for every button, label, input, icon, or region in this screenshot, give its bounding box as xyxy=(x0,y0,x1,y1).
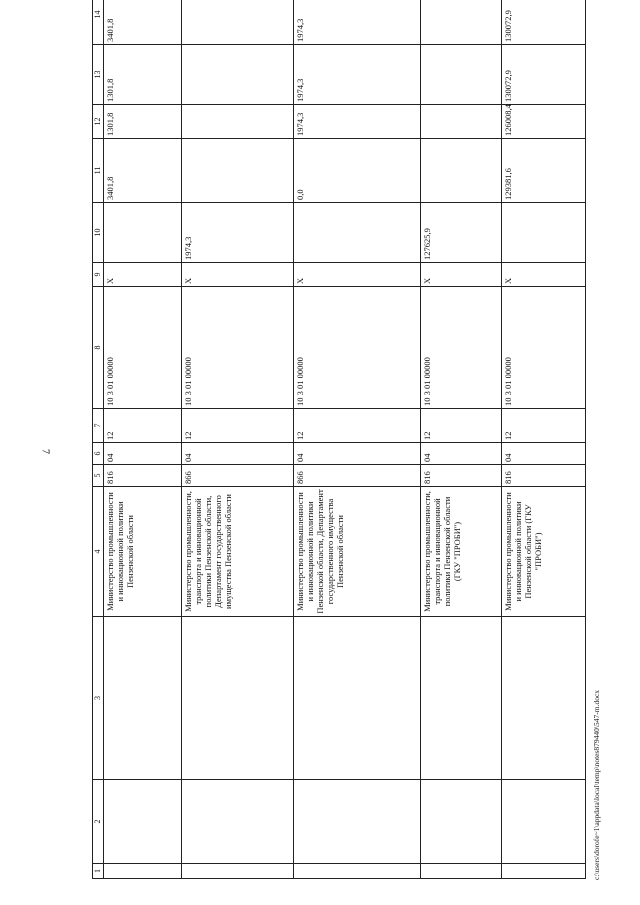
cell-c1 xyxy=(502,864,586,879)
col-header-4: 4 xyxy=(93,487,104,617)
cell-c7: 12 xyxy=(293,409,420,443)
cell-c8: 10 3 01 00000 xyxy=(104,287,182,409)
cell-c1 xyxy=(293,864,420,879)
cell-c12: 126008,4 xyxy=(502,105,586,139)
cell-organization: Министерство промышленности, транспорта и инновационной политики Пензенской области, Департамент государственного имущества Пензенской области xyxy=(181,487,293,617)
col-header-10: 10 xyxy=(93,203,104,263)
cell-c13 xyxy=(181,45,293,105)
cell-organization: Министерство промышленности и инновационной политики Пензенской области, Департамент государственного имущества Пензенской области xyxy=(293,487,420,617)
cell-c6: 04 xyxy=(181,443,293,465)
cell-c6: 04 xyxy=(420,443,502,465)
cell-c10 xyxy=(104,203,182,263)
col-header-2: 2 xyxy=(93,780,104,864)
col-header-13: 13 xyxy=(93,45,104,105)
cell-c14: 1974,3 xyxy=(293,0,420,45)
cell-c10 xyxy=(293,203,420,263)
cell-organization: Министерство промышленности и инновационной политики Пензенской области (ГКУ "ПРОБИ") xyxy=(502,487,586,617)
cell-c5: 866 xyxy=(293,465,420,487)
cell-c6: 04 xyxy=(502,443,586,465)
cell-c7: 12 xyxy=(104,409,182,443)
cell-c5: 816 xyxy=(502,465,586,487)
rotated-table-container xyxy=(92,10,586,879)
cell-c9: X xyxy=(104,263,182,287)
cell-c9: X xyxy=(420,263,502,287)
col-header-8: 8 xyxy=(93,287,104,409)
cell-c13: 130072,9 xyxy=(502,45,586,105)
cell-c14: 130072,9 xyxy=(502,0,586,45)
cell-c10 xyxy=(502,203,586,263)
footer-file-path xyxy=(591,640,605,880)
cell-c10: 127625,9 xyxy=(420,203,502,263)
table-row xyxy=(181,0,293,879)
col-header-7: 7 xyxy=(93,409,104,443)
cell-c12 xyxy=(181,105,293,139)
cell-c9: X xyxy=(502,263,586,287)
cell-c7: 12 xyxy=(181,409,293,443)
cell-c8: 10 3 01 00000 xyxy=(181,287,293,409)
col-header-1: 1 xyxy=(93,864,104,879)
cell-c12 xyxy=(420,105,502,139)
cell-c13 xyxy=(420,45,502,105)
table-row xyxy=(420,0,502,879)
cell-c9: X xyxy=(293,263,420,287)
cell-c11: 0,0 xyxy=(293,139,420,203)
cell-c5: 866 xyxy=(181,465,293,487)
cell-c11 xyxy=(181,139,293,203)
cell-c2 xyxy=(502,780,586,864)
cell-c3 xyxy=(420,617,502,780)
col-header-5: 5 xyxy=(93,465,104,487)
cell-c7: 12 xyxy=(420,409,502,443)
cell-organization: Министерство промышленности, транспорта и инновационной политики Пензенской области (ГКУ "ПРОБИ") xyxy=(420,487,502,617)
cell-c14 xyxy=(181,0,293,45)
cell-c11: 129381,6 xyxy=(502,139,586,203)
cell-c11 xyxy=(420,139,502,203)
cell-c3 xyxy=(502,617,586,780)
col-header-9: 9 xyxy=(93,263,104,287)
cell-c2 xyxy=(420,780,502,864)
cell-c13: 1301,8 xyxy=(104,45,182,105)
cell-c2 xyxy=(293,780,420,864)
cell-c9: X xyxy=(181,263,293,287)
col-header-12: 12 xyxy=(93,105,104,139)
page-number: 7 xyxy=(39,449,51,454)
cell-c6: 04 xyxy=(293,443,420,465)
cell-c3 xyxy=(181,617,293,780)
cell-c1 xyxy=(181,864,293,879)
cell-organization: Министерство промышленности и инновационной политики Пензенской области xyxy=(104,487,182,617)
cell-c13: 1974,3 xyxy=(293,45,420,105)
cell-c1 xyxy=(420,864,502,879)
cell-c2 xyxy=(181,780,293,864)
cell-c8: 10 3 01 00000 xyxy=(293,287,420,409)
header-row xyxy=(93,0,104,879)
cell-c8: 10 3 01 00000 xyxy=(502,287,586,409)
cell-c1 xyxy=(104,864,182,879)
cell-c3 xyxy=(293,617,420,780)
budget-table xyxy=(92,0,586,879)
table-row xyxy=(104,0,182,879)
col-header-14: 14 xyxy=(93,0,104,45)
cell-c12: 1301,8 xyxy=(104,105,182,139)
cell-c8: 10 3 01 00000 xyxy=(420,287,502,409)
cell-c2 xyxy=(104,780,182,864)
col-header-3: 3 xyxy=(93,617,104,780)
cell-c14 xyxy=(420,0,502,45)
cell-c5: 816 xyxy=(104,465,182,487)
cell-c3 xyxy=(104,617,182,780)
cell-c11: 3401,8 xyxy=(104,139,182,203)
col-header-6: 6 xyxy=(93,443,104,465)
footer-path-text: c:\users\dorofe~1\appdata\local\temp\notes879440\547-m.docx xyxy=(592,689,601,880)
table-row xyxy=(502,0,586,879)
cell-c7: 12 xyxy=(502,409,586,443)
col-header-11: 11 xyxy=(93,139,104,203)
cell-c12: 1974,3 xyxy=(293,105,420,139)
cell-c5: 816 xyxy=(420,465,502,487)
cell-c10: 1974,3 xyxy=(181,203,293,263)
table-row xyxy=(293,0,420,879)
cell-c6: 04 xyxy=(104,443,182,465)
cell-c14: 3401,8 xyxy=(104,0,182,45)
